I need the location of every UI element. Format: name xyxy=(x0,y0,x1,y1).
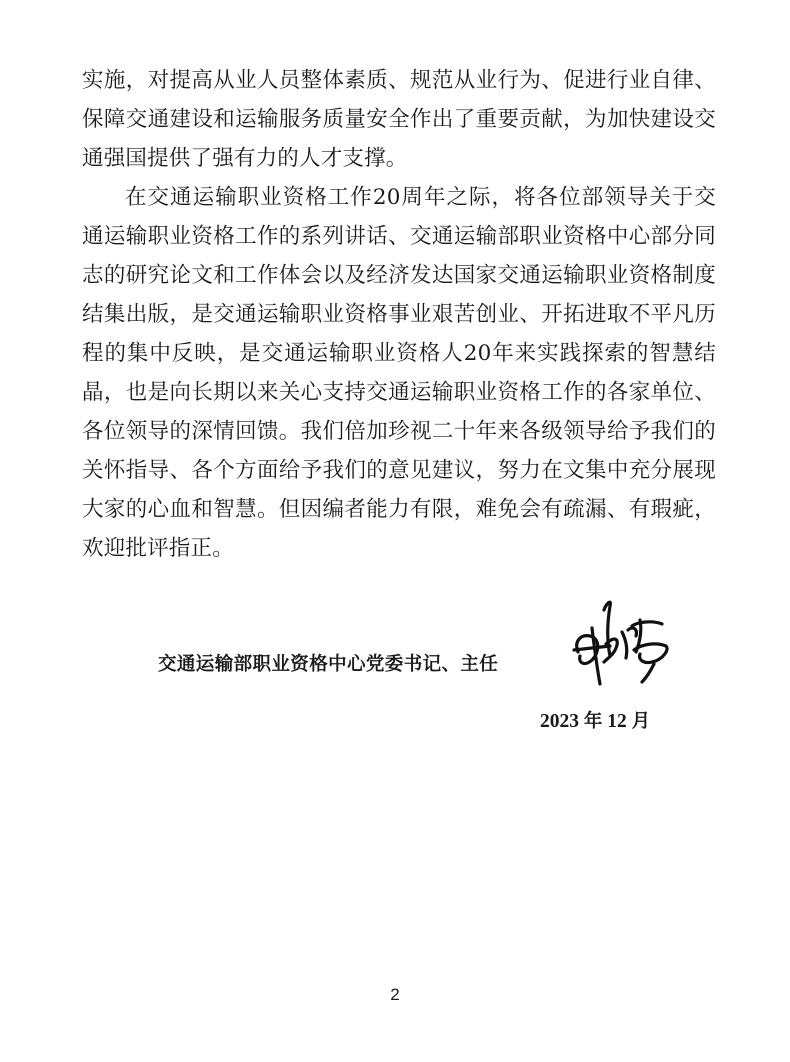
paragraph-1: 实施，对提高从业人员整体素质、规范从业行为、促进行业自律、保障交通建设和运输服务质量安全作出了重要贡献，为加快建设交通强国提供了强有力的人才支撑。 xyxy=(82,68,716,171)
date-year: 2023 xyxy=(540,711,579,732)
signature-title: 交通运输部职业资格中心党委书记、主任 xyxy=(158,654,499,675)
handwritten-signature xyxy=(566,592,678,696)
date-month-unit: 月 xyxy=(631,711,651,732)
date xyxy=(540,707,650,733)
body-text xyxy=(82,61,716,568)
paragraph-2: 在交通运输职业资格工作20周年之际，将各位部领导关于交通运输职业资格工作的系列讲话、交通运输部职业资格中心部分同志的研究论文和工作体会以及经济发达国家交通运输职业资格制度结集出版，是交通运输职业资格事业艰苦创业、开拓进取不平凡历程的集中反映，是交通运输职业资格人20年来实践探索的智慧结晶，也是向长期以来关心支持交通运输职业资格工作的各家单位、各位领导的深情回馈。我们倍加珍视二十年来各级领导给予我们的关怀指导、各个方面给予我们的意见建议，努力在文集中充分展现大家的心血和智慧。但因编者能力有限，难免会有疏漏、有瑕疵，欢迎批评指正。 xyxy=(82,185,716,561)
date-month: 12 xyxy=(607,711,627,732)
page-number: 2 xyxy=(390,985,400,1004)
date-year-unit: 年 xyxy=(583,711,603,732)
